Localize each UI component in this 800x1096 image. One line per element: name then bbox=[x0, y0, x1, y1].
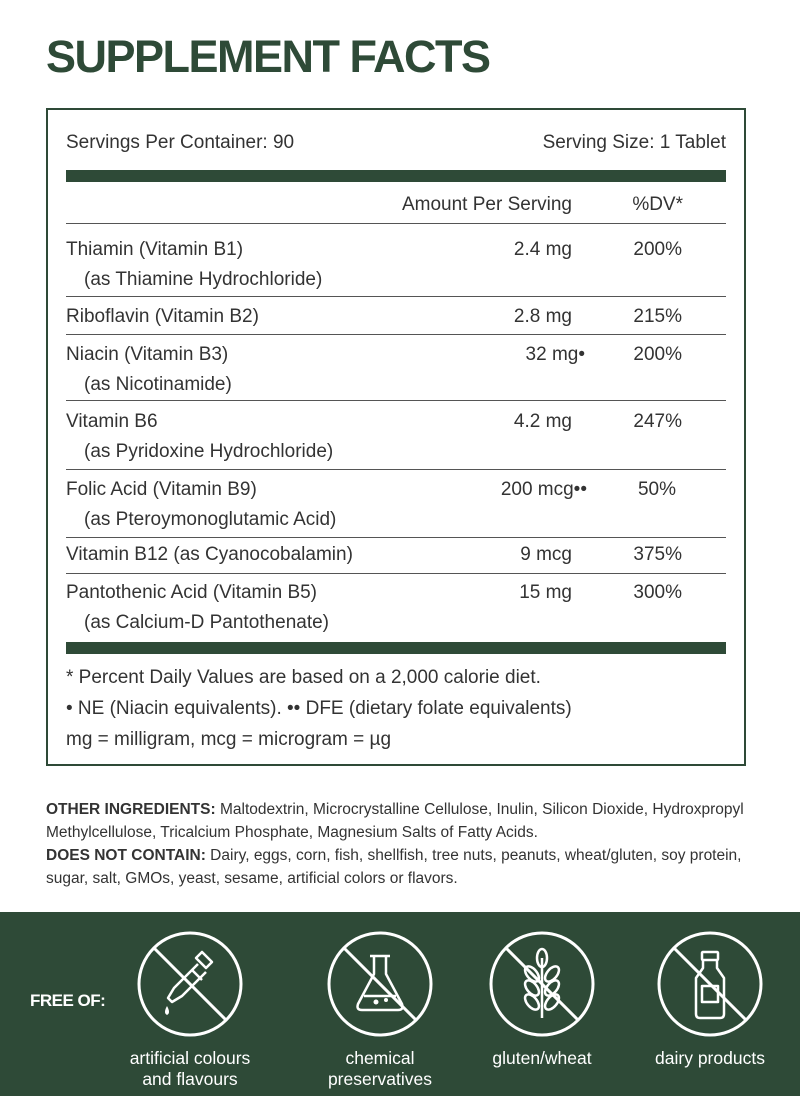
nutrient-name: Pantothenic Acid (Vitamin B5) bbox=[66, 582, 318, 603]
nutrient-amount: 200 mcg•• bbox=[500, 479, 587, 500]
top-divider-bar bbox=[66, 170, 726, 182]
table-header bbox=[66, 190, 726, 224]
badge-label bbox=[110, 1048, 270, 1090]
nutrient-source: (as Calcium-D Pantothenate) bbox=[84, 612, 329, 633]
nutrient-dv: 50% bbox=[637, 479, 676, 500]
wheat-icon bbox=[488, 930, 596, 1038]
nutrient-amount: 2.4 mg bbox=[513, 239, 572, 260]
serving-size: Serving Size: 1 Tablet bbox=[542, 132, 726, 153]
nutrient-dv: 200% bbox=[633, 344, 682, 365]
page-title: SUPPLEMENT FACTS bbox=[46, 31, 490, 82]
nutrient-name: Thiamin (Vitamin B1) bbox=[66, 239, 244, 260]
milk-bottle-icon bbox=[656, 930, 764, 1038]
other-ingredients-label: OTHER INGREDIENTS: bbox=[46, 801, 216, 818]
ingredients-section bbox=[46, 798, 762, 890]
amount-header: Amount Per Serving bbox=[401, 194, 572, 215]
badge-chemical-preservatives bbox=[300, 930, 460, 1090]
badge-label bbox=[462, 1048, 622, 1069]
nutrient-dv: 215% bbox=[633, 306, 682, 327]
row-divider bbox=[66, 537, 726, 538]
row-divider bbox=[66, 334, 726, 335]
free-of-label: FREE OF: bbox=[30, 991, 106, 1010]
nutrient-name: Niacin (Vitamin B3) bbox=[66, 344, 229, 365]
badge-dairy-products bbox=[630, 930, 790, 1069]
does-not-contain-label: DOES NOT CONTAIN: bbox=[46, 847, 206, 864]
badge-label bbox=[300, 1048, 460, 1090]
flask-icon bbox=[326, 930, 434, 1038]
footnote-units: mg = milligram, mcg = microgram = µg bbox=[66, 729, 392, 750]
nutrient-source: (as Nicotinamide) bbox=[84, 374, 232, 395]
nutrient-name: Vitamin B12 (as Cyanocobalamin) bbox=[66, 544, 353, 565]
badge-label-line2: preservatives bbox=[327, 1069, 433, 1089]
badge-label-line2: and flavours bbox=[142, 1069, 238, 1089]
nutrient-name: Folic Acid (Vitamin B9) bbox=[66, 479, 257, 500]
footnotes bbox=[66, 662, 572, 755]
nutrient-dv: 200% bbox=[633, 239, 682, 260]
header-divider bbox=[66, 223, 726, 224]
nutrient-source: (as Pteroymonoglutamic Acid) bbox=[84, 509, 337, 530]
nutrient-source: (as Pyridoxine Hydrochloride) bbox=[84, 441, 334, 462]
other-ingredients bbox=[46, 798, 762, 844]
badge-artificial-colours bbox=[110, 930, 270, 1090]
footnote-dv: * Percent Daily Values are based on a 2,000 calorie diet. bbox=[66, 667, 541, 688]
free-of-footer bbox=[0, 912, 800, 1096]
nutrient-amount: 15 mg bbox=[519, 582, 572, 603]
row-divider bbox=[66, 469, 726, 470]
bottom-divider-bar bbox=[66, 642, 726, 654]
nutrient-name: Vitamin B6 bbox=[66, 411, 158, 432]
nutrient-name: Riboflavin (Vitamin B2) bbox=[66, 306, 259, 327]
dv-header: %DV* bbox=[632, 194, 683, 215]
badge-gluten-wheat bbox=[462, 930, 622, 1069]
row-divider bbox=[66, 296, 726, 297]
nutrient-dv: 375% bbox=[633, 544, 682, 565]
nutrient-dv: 300% bbox=[633, 582, 682, 603]
badge-label-line1: gluten/wheat bbox=[492, 1048, 592, 1068]
footnote-equivalents: • NE (Niacin equivalents). •• DFE (dietary folate equivalents) bbox=[66, 698, 572, 719]
servings-per-container: Servings Per Container: 90 bbox=[66, 132, 295, 153]
row-divider bbox=[66, 400, 726, 401]
badge-label-line1: dairy products bbox=[655, 1048, 765, 1068]
badge-label bbox=[630, 1048, 790, 1069]
nutrient-amount: 4.2 mg bbox=[513, 411, 572, 432]
dropper-icon bbox=[136, 930, 244, 1038]
nutrient-dv: 247% bbox=[633, 411, 682, 432]
nutrient-amount: 9 mcg bbox=[520, 544, 572, 565]
nutrient-source: (as Thiamine Hydrochloride) bbox=[84, 269, 323, 290]
supplement-facts-panel bbox=[46, 108, 746, 766]
does-not-contain-text: Dairy, eggs, corn, fish, shellfish, tree nuts, peanuts, wheat/gluten, soy protein, sugar, salt, GMOs, yeast, sesame, artificial colors or flavors. bbox=[46, 847, 742, 887]
nutrient-amount: 32 mg• bbox=[525, 344, 585, 365]
nutrient-amount: 2.8 mg bbox=[513, 306, 572, 327]
badge-label-line1: chemical bbox=[345, 1048, 415, 1068]
row-divider bbox=[66, 573, 726, 574]
serving-info bbox=[66, 132, 726, 154]
does-not-contain bbox=[46, 844, 762, 890]
other-ingredients-text: Maltodextrin, Microcrystalline Cellulose, Inulin, Silicon Dioxide, Hydroxpropyl Methylcellulose, Tricalcium Phosphate, Magnesium Salts of Fatty Acids. bbox=[46, 801, 744, 841]
badge-label-line1: artificial colours bbox=[129, 1048, 251, 1068]
